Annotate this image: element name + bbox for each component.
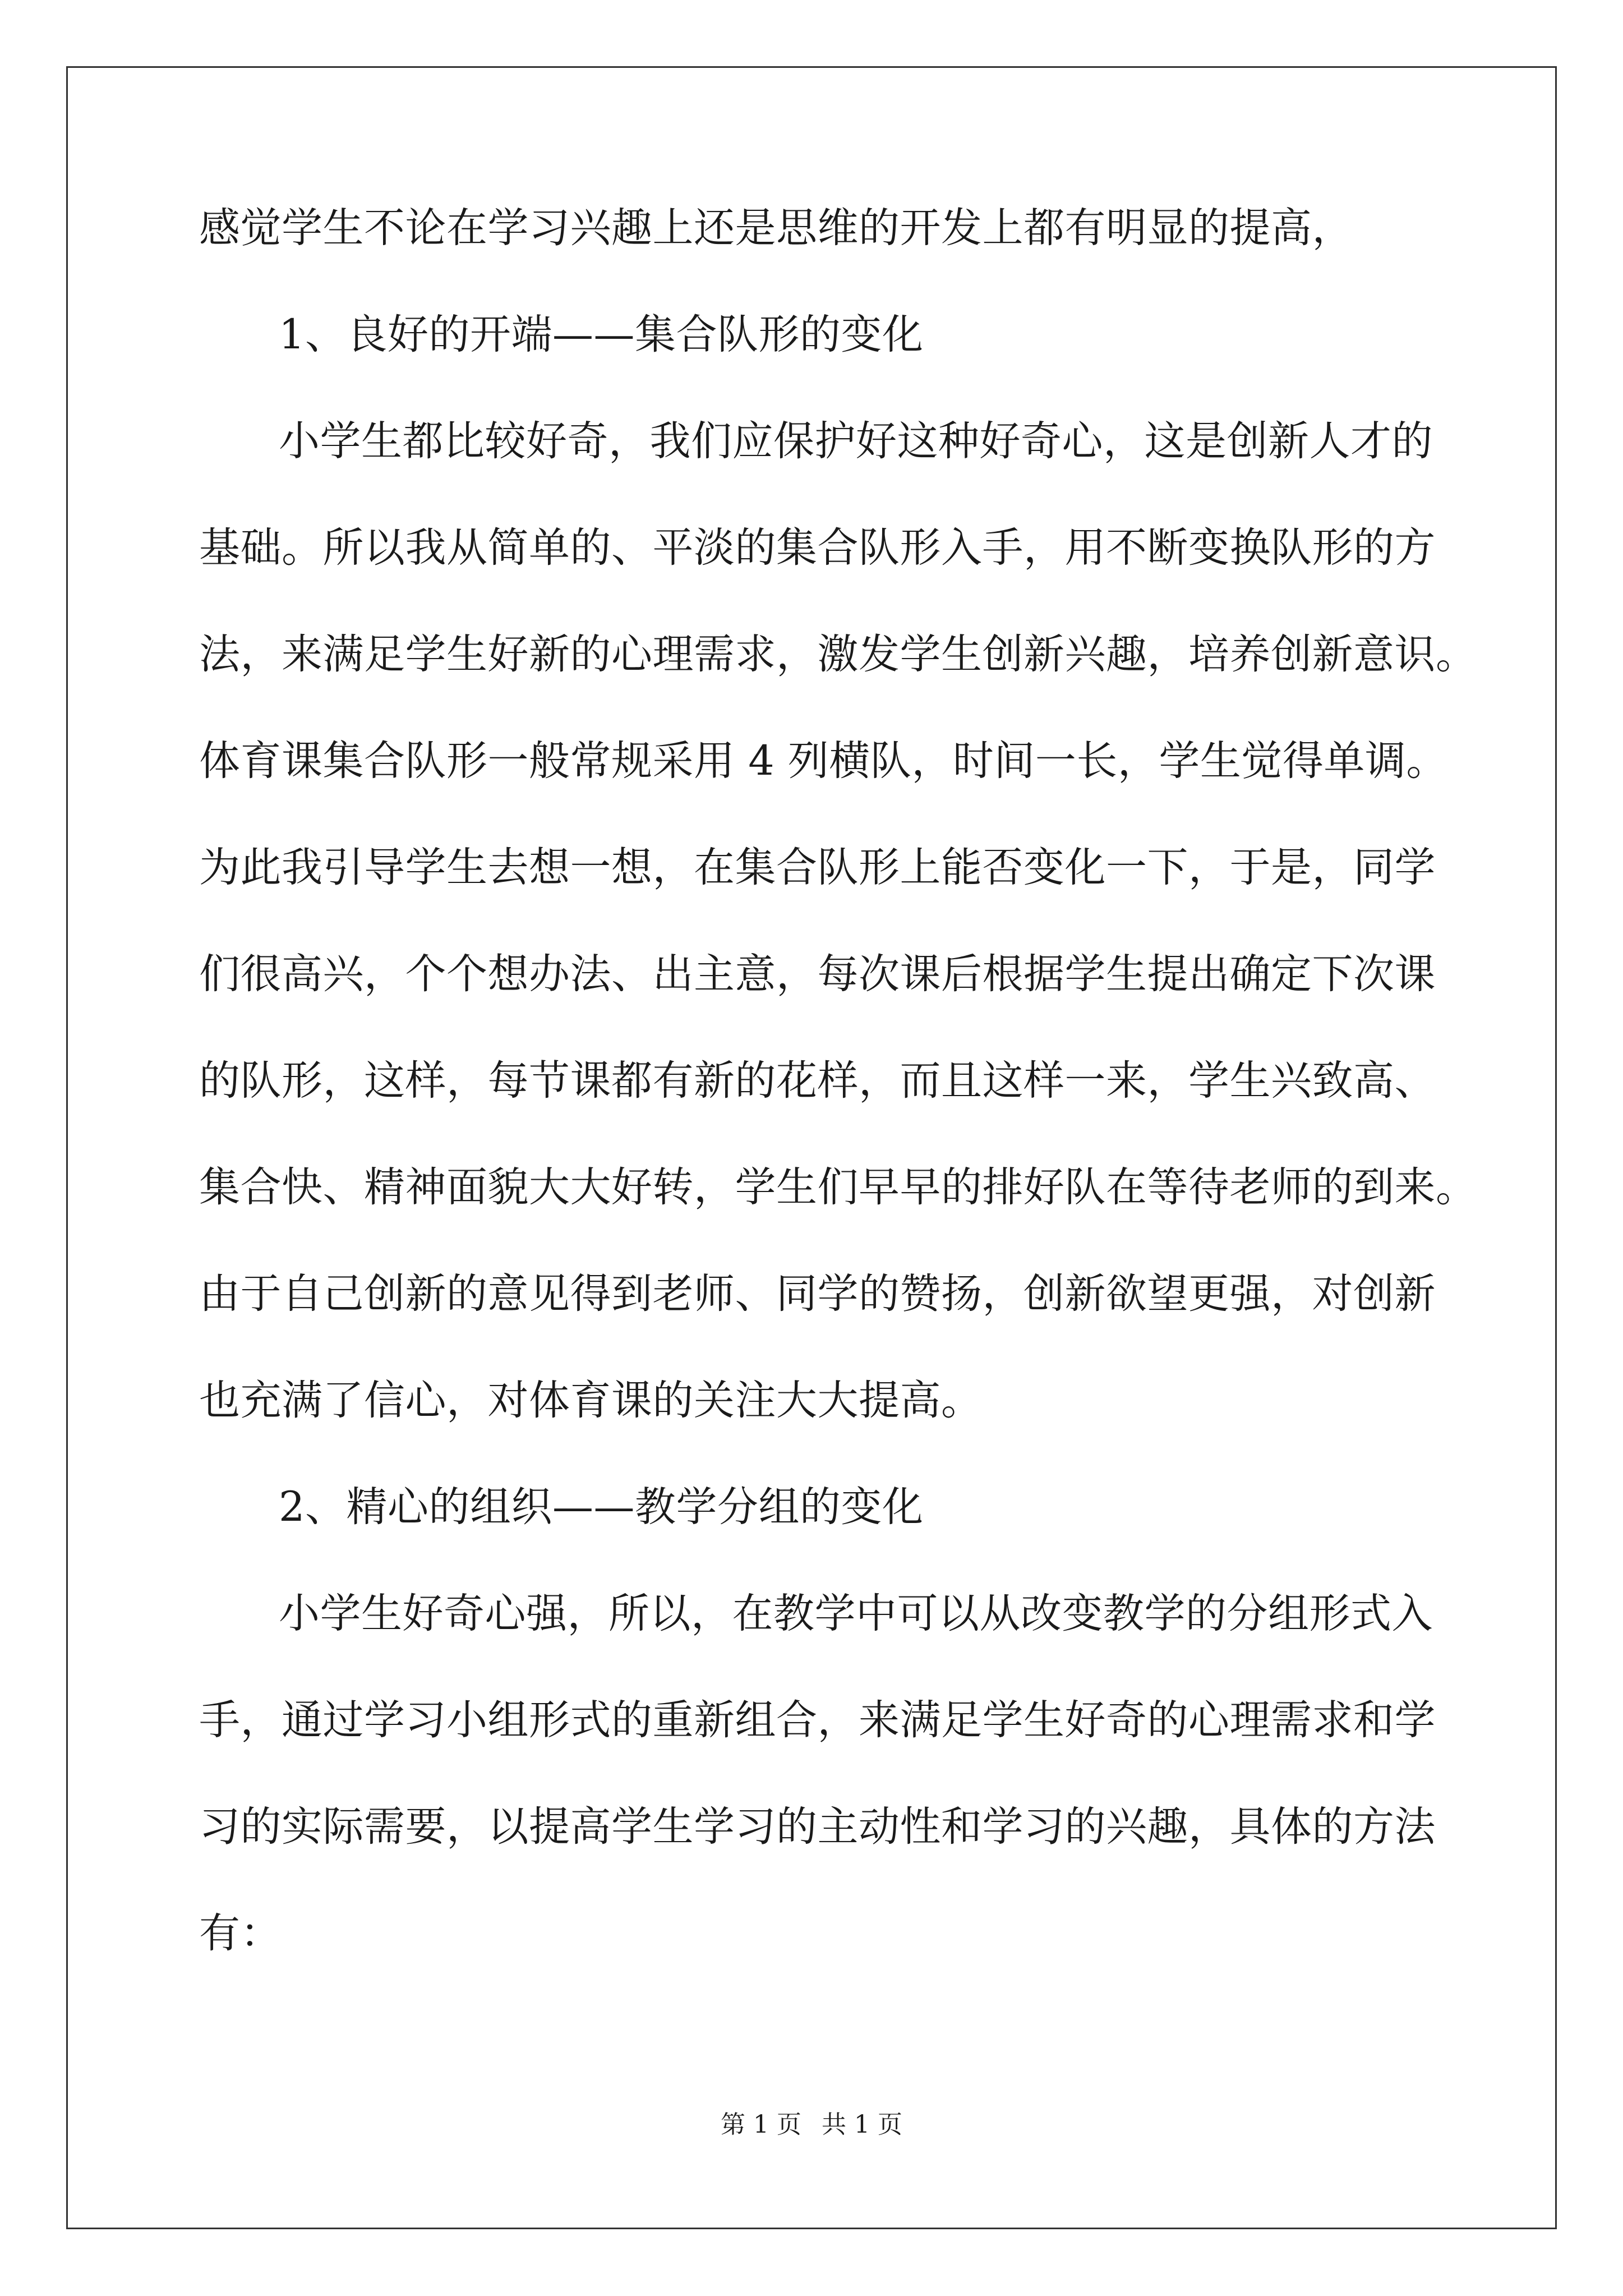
- paragraph-line: 习的实际需要，以提高学生学习的主动性和学习的兴趣，具体的方法: [199, 1803, 1436, 1851]
- paragraph-line: 有：: [199, 1910, 282, 1957]
- paragraph-line: 法，来满足学生好新的心理需求，激发学生创新兴趣，培养创新意识。: [199, 631, 1477, 678]
- paragraph-line: 体育课集合队形一般常规采用 4 列横队，时间一长，学生觉得单调。: [199, 737, 1447, 785]
- paragraph-line: 们很高兴，个个想办法、出主意，每次课后根据学生提出确定下次课: [199, 950, 1436, 998]
- paragraph-line: 小学生都比较好奇，我们应保护好这种好奇心，这是创新人才的: [279, 417, 1433, 465]
- page-footer: [0, 2108, 1623, 2142]
- paragraph-line: 集合快、精神面貌大大好转，学生们早早的排好队在等待老师的到来。: [199, 1163, 1477, 1211]
- page-border: [66, 66, 1557, 2229]
- page-total: 共 1 页: [822, 2110, 902, 2139]
- paragraph-line: 手，通过学习小组形式的重新组合，来满足学生好奇的心理需求和学: [199, 1696, 1436, 1744]
- section-heading-1: 1、良好的开端——集合队形的变化: [279, 311, 924, 358]
- paragraph-line: 为此我引导学生去想一想，在集合队形上能否变化一下，于是，同学: [199, 844, 1436, 891]
- paragraph-line: 的队形，这样，每节课都有新的花样，而且这样一来，学生兴致高、: [199, 1057, 1436, 1105]
- paragraph-line: 基础。所以我从简单的、平淡的集合队形入手，用不断变换队形的方: [199, 524, 1436, 572]
- page-number: 第 1 页: [721, 2110, 801, 2139]
- paragraph-line: 由于自己创新的意见得到老师、同学的赞扬，创新欲望更强，对创新: [199, 1270, 1436, 1318]
- paragraph-line: 小学生好奇心强，所以，在教学中可以从改变教学的分组形式入: [279, 1590, 1433, 1637]
- paragraph-line: 感觉学生不论在学习兴趣上还是思维的开发上都有明显的提高，: [199, 204, 1353, 252]
- paragraph-line: 也充满了信心，对体育课的关注大大提高。: [199, 1377, 983, 1424]
- section-heading-2: 2、精心的组织——教学分组的变化: [279, 1483, 924, 1531]
